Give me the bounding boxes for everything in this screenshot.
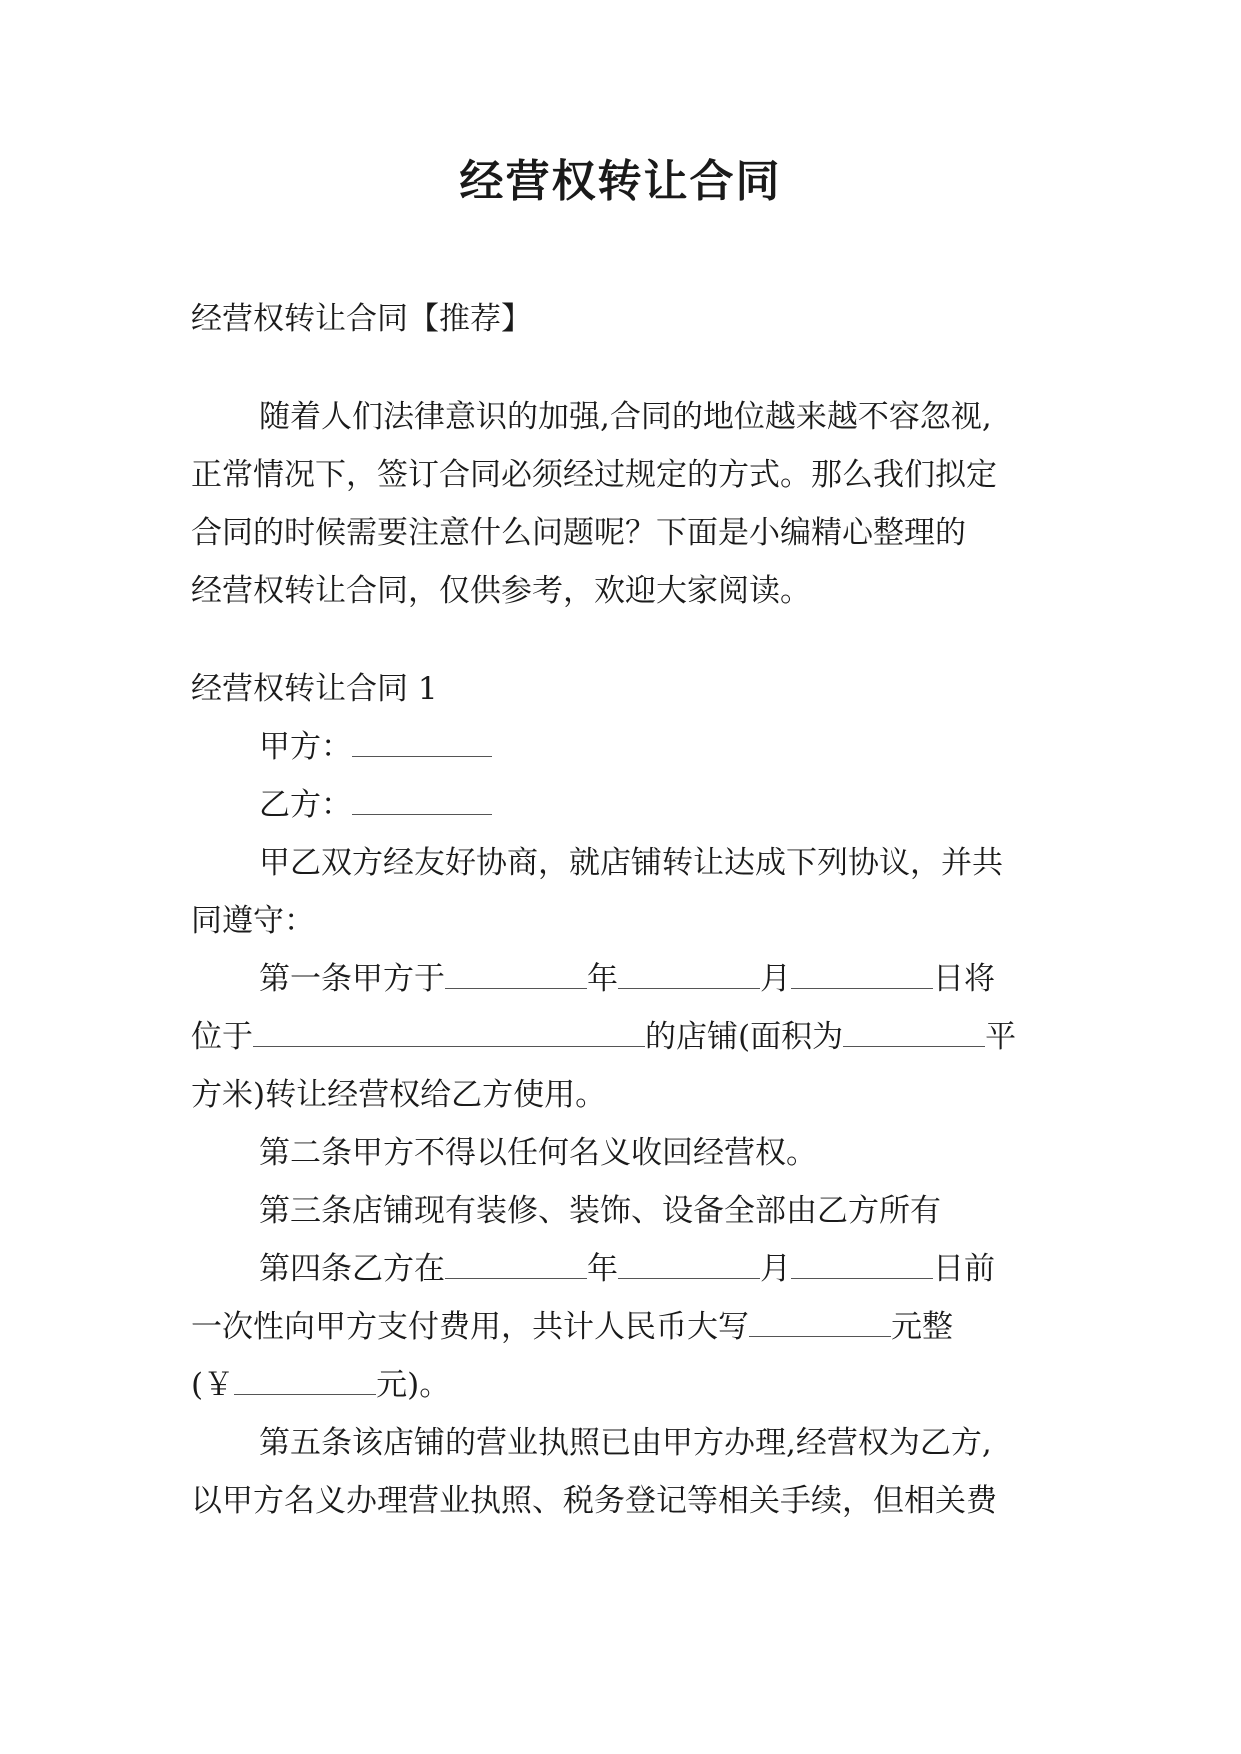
article-3: 第三条店铺现有装修、装饰、设备全部由乙方所有: [259, 1193, 941, 1229]
document-title: 经营权转让合同: [459, 156, 782, 207]
party-b-blank: [352, 778, 492, 815]
party-b-line: 乙方：: [191, 776, 1053, 834]
article-2: 第二条甲方不得以任何名义收回经营权。: [259, 1135, 817, 1171]
day-blank: [791, 952, 933, 989]
article-1-line-1: 第一条甲方于 年 月 日将: [191, 950, 1053, 1008]
article-4-line-3: (￥ 元)。: [191, 1356, 1053, 1414]
document-body: [191, 290, 1053, 1530]
intro-line-3: 合同的时候需要注意什么问题呢？下面是小编精心整理的: [191, 515, 966, 551]
section-heading: 经营权转让合同 1: [191, 671, 438, 707]
article-5-line-2: 以甲方名义办理营业执照、税务登记等相关手续，但相关费: [191, 1483, 997, 1519]
intro-line-2: 正常情况下，签订合同必须经过规定的方式。那么我们拟定: [191, 457, 997, 493]
area-blank: [843, 1010, 985, 1047]
location-blank: [253, 1010, 645, 1047]
amount-number-blank: [234, 1358, 376, 1395]
intro-line-1: 随着人们法律意识的加强,合同的地位越来越不容忽视,: [259, 399, 992, 435]
year-blank: [445, 952, 587, 989]
article-5-line-1: 第五条该店铺的营业执照已由甲方办理,经营权为乙方,: [259, 1425, 992, 1461]
party-a-blank: [352, 720, 492, 757]
party-a-line: 甲方：: [191, 718, 1053, 776]
amount-words-blank: [749, 1300, 891, 1337]
agree-line-2: 同遵守：: [191, 903, 315, 939]
month-blank: [618, 952, 760, 989]
day-blank-2: [791, 1242, 933, 1279]
article-4-line-1: 第四条乙方在 年 月 日前: [191, 1240, 1053, 1298]
document-subtitle: 经营权转让合同【推荐】: [191, 301, 532, 337]
agree-line-1: 甲乙双方经友好协商，就店铺转让达成下列协议，并共: [259, 845, 1003, 881]
month-blank-2: [618, 1242, 760, 1279]
article-1-line-2: 位于 的店铺(面积为 平: [191, 1008, 1053, 1066]
article-4-line-2: 一次性向甲方支付费用，共计人民币大写 元整: [191, 1298, 1053, 1356]
year-blank-2: [445, 1242, 587, 1279]
article-1-line-3: 方米)转让经营权给乙方使用。: [191, 1077, 607, 1113]
intro-line-4: 经营权转让合同，仅供参考，欢迎大家阅读。: [191, 573, 811, 609]
